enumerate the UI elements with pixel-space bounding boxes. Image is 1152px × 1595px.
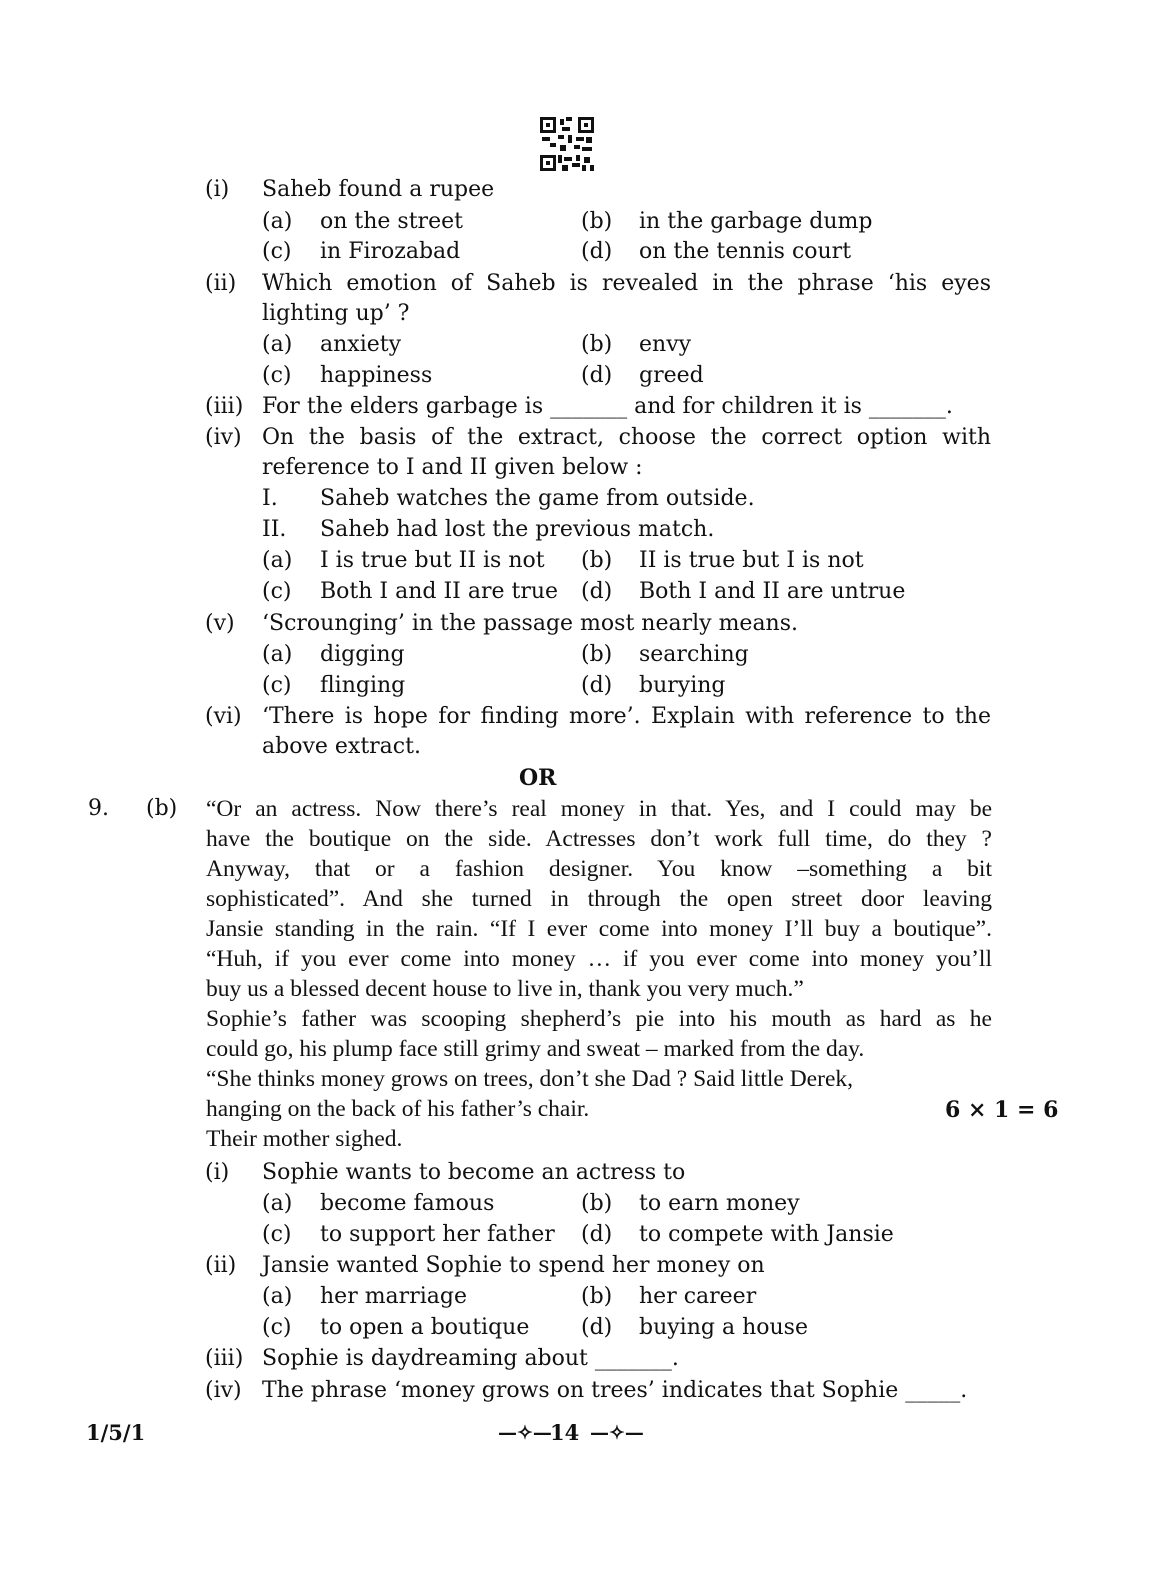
passage-line: Anyway, that or a fashion designer. You know –something a bit	[206, 856, 992, 882]
option-text: II is true but I is not	[639, 548, 864, 573]
or-separator: OR	[519, 765, 557, 791]
option-text: burying	[639, 673, 726, 698]
passage-extract	[206, 794, 992, 1154]
passage-line: sophisticated”. And she turned in through the open street door leaving	[206, 886, 992, 912]
option-text: flinging	[320, 673, 406, 698]
question-number: (iv)	[205, 1378, 242, 1403]
passage-line: hanging on the back of his father’s chair.	[206, 1096, 590, 1122]
option-label: (b)	[581, 1191, 613, 1216]
option-label: (a)	[262, 332, 293, 357]
option-label: (a)	[262, 1284, 293, 1309]
option-text: anxiety	[320, 332, 402, 357]
option-label: (d)	[581, 673, 613, 698]
question-text: Jansie wanted Sophie to spend her money on	[262, 1253, 765, 1278]
option-text: to open a boutique	[320, 1315, 530, 1340]
option-text: in the garbage dump	[639, 209, 873, 234]
statement-label: II.	[262, 517, 287, 542]
qr-code-icon	[540, 117, 594, 171]
question-text: Which emotion of Saheb is revealed in the phrase ‘his eyes	[262, 271, 991, 296]
option-text: I is true but II is not	[320, 548, 545, 573]
question-text: Saheb found a rupee	[262, 177, 495, 202]
option-label: (b)	[581, 642, 613, 667]
passage-line: Sophie’s father was scooping shepherd’s pie into his mouth as hard as he	[206, 1006, 992, 1032]
option-label: (d)	[581, 363, 613, 388]
question-text: Sophie is daydreaming about _______.	[262, 1346, 679, 1371]
option-text: to earn money	[639, 1191, 800, 1216]
option-text: Both I and II are untrue	[639, 579, 906, 604]
option-label: (a)	[262, 548, 293, 573]
option-label: (a)	[262, 642, 293, 667]
option-text: envy	[639, 332, 692, 357]
page-number: 14	[550, 1420, 580, 1445]
option-label: (b)	[581, 548, 613, 573]
question-text: above extract.	[262, 734, 421, 759]
ornament-right-icon: —✧—	[590, 1422, 644, 1444]
option-text: to support her father	[320, 1222, 555, 1247]
passage-line: buy us a blessed decent house to live in, thank you very much.”	[206, 976, 804, 1002]
passage-line: “Huh, if you ever come into money … if you ever come into money you’ll	[206, 946, 992, 972]
marks-label: 6 × 1 = 6	[945, 1097, 1059, 1123]
option-label: (b)	[581, 209, 613, 234]
question-sub-label: (b)	[146, 796, 178, 821]
option-label: (d)	[581, 1315, 613, 1340]
passage-line: could go, his plump face still grimy and sweat – marked from the day.	[206, 1036, 865, 1062]
passage-line: “Or an actress. Now there’s real money in that. Yes, and I could may be	[206, 796, 992, 822]
option-label: (d)	[581, 1222, 613, 1247]
passage-line: Jansie standing in the rain. “If I ever come into money I’ll buy a boutique”.	[206, 916, 992, 942]
question-text: Sophie wants to become an actress to	[262, 1160, 686, 1185]
option-text: buying a house	[639, 1315, 808, 1340]
question-text: On the basis of the extract, choose the correct option with	[262, 425, 991, 450]
question-number: (ii)	[205, 1253, 237, 1278]
option-text: her career	[639, 1284, 757, 1309]
passage-line: Their mother sighed.	[206, 1126, 403, 1152]
statement-label: I.	[262, 486, 278, 511]
question-number: (iii)	[205, 1346, 244, 1371]
question-number: (iv)	[205, 425, 242, 450]
option-text: digging	[320, 642, 405, 667]
question-number: (vi)	[205, 704, 242, 729]
option-label: (d)	[581, 579, 613, 604]
option-text: happiness	[320, 363, 433, 388]
option-text: become famous	[320, 1191, 495, 1216]
passage-line: “She thinks money grows on trees, don’t she Dad ? Said little Derek,	[206, 1066, 853, 1092]
option-text: on the tennis court	[639, 239, 852, 264]
option-label: (a)	[262, 1191, 293, 1216]
statement-text: Saheb had lost the previous match.	[320, 517, 715, 542]
option-text: in Firozabad	[320, 239, 461, 264]
question-number: (ii)	[205, 271, 237, 296]
option-text: Both I and II are true	[320, 579, 559, 604]
option-text: on the street	[320, 209, 463, 234]
passage-line: have the boutique on the side. Actresses don’t work full time, do they ?	[206, 826, 992, 852]
question-text: ‘Scrounging’ in the passage most nearly means.	[262, 611, 799, 636]
option-label: (c)	[262, 1315, 292, 1340]
question-text: lighting up’ ?	[262, 301, 410, 326]
statement-text: Saheb watches the game from outside.	[320, 486, 755, 511]
question-text: The phrase ‘money grows on trees’ indicates that Sophie _____.	[262, 1378, 968, 1403]
option-text: greed	[639, 363, 704, 388]
option-label: (a)	[262, 209, 293, 234]
question-number: 9.	[88, 796, 109, 821]
question-number: (iii)	[205, 394, 244, 419]
option-label: (c)	[262, 363, 292, 388]
question-text: ‘There is hope for finding more’. Explain with reference to the	[262, 704, 991, 729]
question-number: (v)	[205, 611, 235, 636]
option-label: (b)	[581, 332, 613, 357]
option-label: (c)	[262, 239, 292, 264]
option-label: (c)	[262, 579, 292, 604]
option-text: her marriage	[320, 1284, 467, 1309]
paper-code: 1/5/1	[86, 1420, 146, 1445]
question-text: reference to I and II given below :	[262, 455, 643, 480]
option-text: to compete with Jansie	[639, 1222, 894, 1247]
option-label: (c)	[262, 1222, 292, 1247]
option-label: (d)	[581, 239, 613, 264]
option-label: (c)	[262, 673, 292, 698]
option-text: searching	[639, 642, 749, 667]
ornament-left-icon: —✧—	[498, 1422, 552, 1444]
question-text: For the elders garbage is _______ and for children it is _______.	[262, 394, 953, 419]
question-number: (i)	[205, 1160, 230, 1185]
question-number: (i)	[205, 177, 230, 202]
option-label: (b)	[581, 1284, 613, 1309]
